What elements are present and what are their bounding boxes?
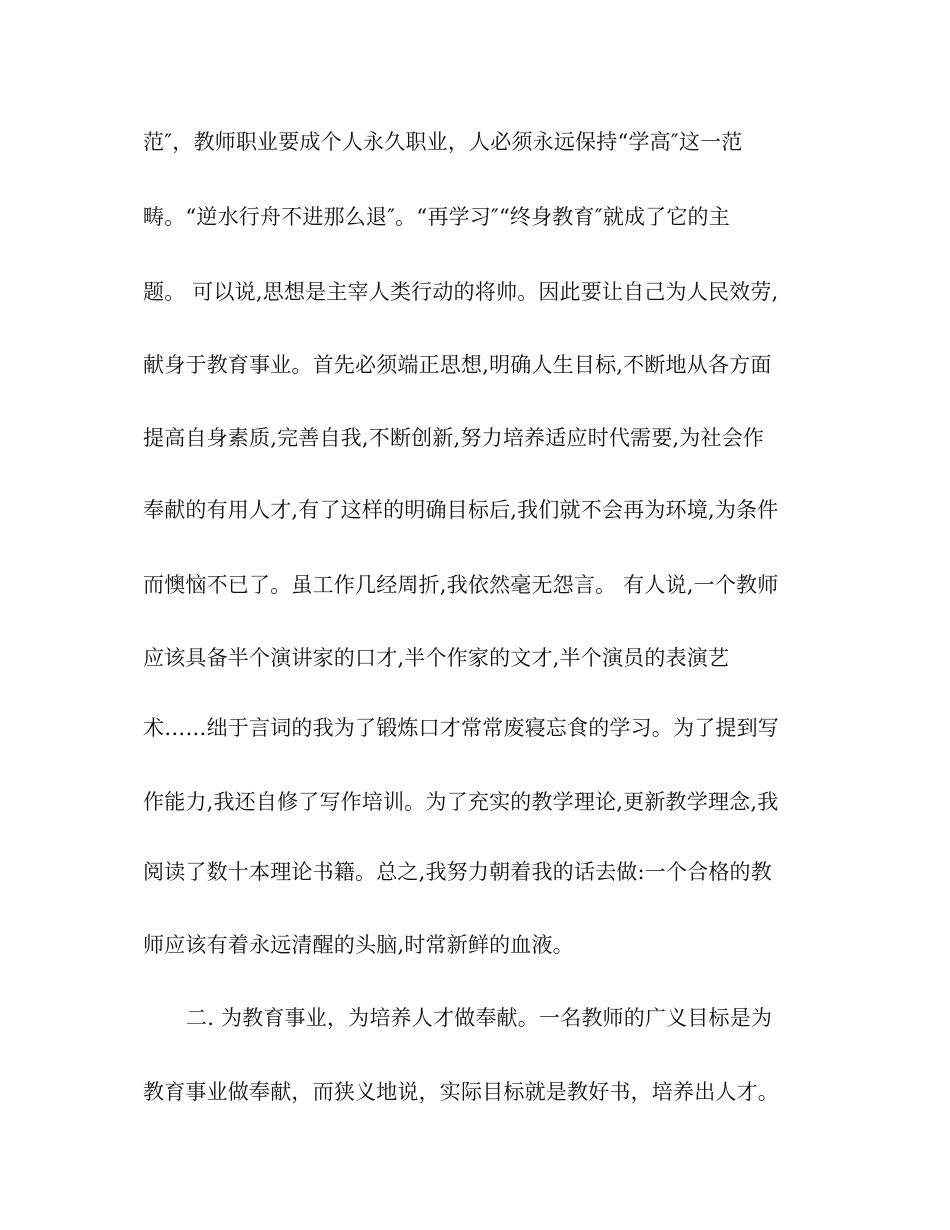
text-line: 提高自身素质,完善自我,不断创新,努力培养适应时代需要,为社会作 (143, 426, 765, 450)
text-line: 献身于教育事业。首先必须端正思想,明确人生目标,不断地从各方面 (143, 353, 772, 377)
text-line: 范″，教师职业要成个人永久职业，人必须永远保持“学高″这一范 (143, 130, 743, 154)
text-line: 畴。“逆水行舟不进那么退″。“再学习″“终身教育″就成了它的主 (143, 205, 730, 229)
text-line: 作能力,我还自修了写作培训。为了充实的教学理论,更新教学理念,我 (143, 790, 779, 814)
text-line: 师应该有着永远清醒的头脑,时常新鲜的血液。 (143, 933, 574, 957)
text-line: 二. 为教育事业，为培养人才做奉献。一名教师的广义目标是为 (186, 1006, 773, 1030)
text-line: 应该具备半个演讲家的口才,半个作家的文才,半个演员的表演艺 (143, 646, 730, 670)
text-line: 奉献的有用人才,有了这样的明确目标后,我们就不会再为环境,为条件 (143, 498, 779, 522)
text-line: 题。 可以说,思想是主宰人类行动的将帅。因此要让自己为人民效劳, (143, 280, 779, 304)
text-line: 阅读了数十本理论书籍。总之,我努力朝着我的话去做:一个合格的教 (143, 860, 772, 884)
text-line: 教育事业做奉献，而狭义地说，实际目标就是教好书，培养出人才。 (143, 1080, 779, 1104)
text-line: 术……绌于言词的我为了锻炼口才常常废寝忘食的学习。为了提到写 (143, 716, 779, 740)
text-line: 而懊恼不已了。虽工作几经周折,我依然毫无怨言。 有人说,一个教师 (143, 573, 779, 597)
